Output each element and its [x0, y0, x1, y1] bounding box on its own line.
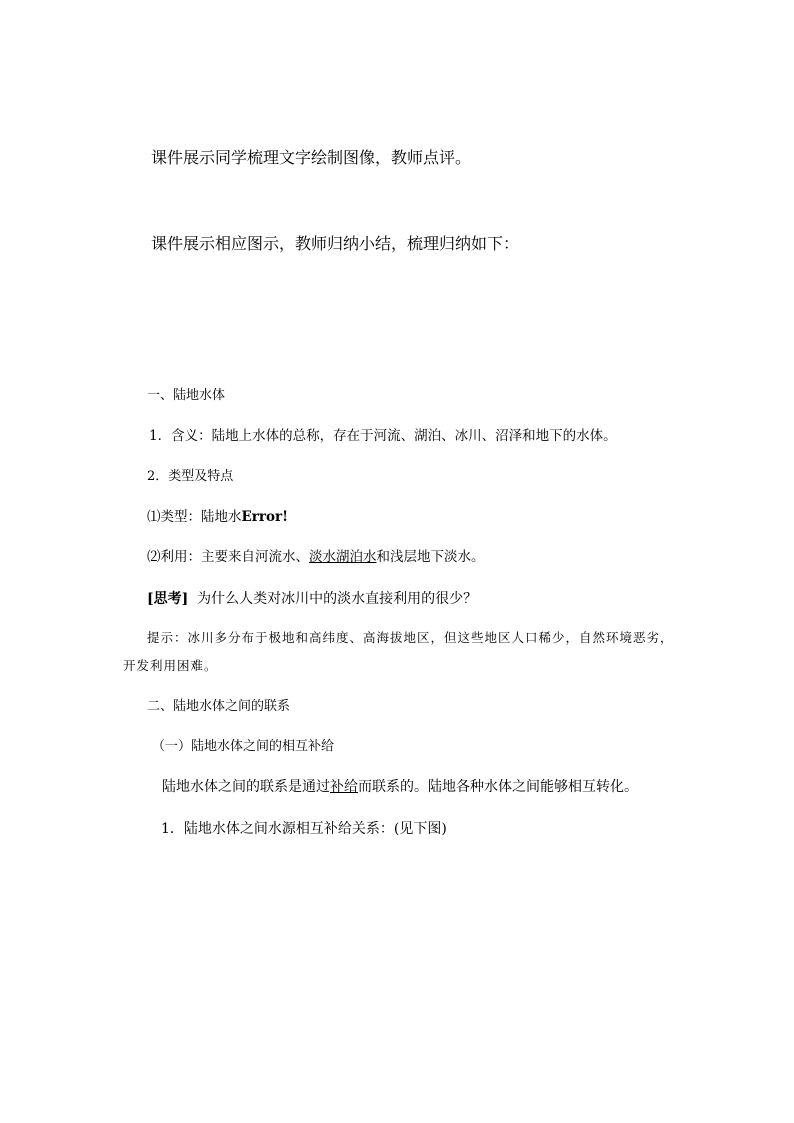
paragraph-courseware-drawing: 课件展示同学梳理文字绘制图像，教师点评。: [151, 148, 472, 167]
subsection-title-mutual-recharge: （一）陆地水体之间的相互补给: [152, 739, 335, 754]
underlined-recharge: 补给: [330, 779, 358, 795]
underlined-freshwater-lake: 淡水湖泊水: [309, 549, 377, 565]
paragraph-recharge-suffix: 而联系的。陆地各种水体之间能够相互转化。: [358, 779, 638, 795]
hint-line-2: 开发利用困难。: [123, 658, 218, 673]
error-text: Error!: [241, 509, 289, 525]
think-tag: [思考]: [147, 591, 189, 607]
item-definition: 1．含义：陆地上水体的总称，存在于河流、湖泊、冰川、沼泽和地下的水体。: [149, 428, 617, 444]
section-title-land-water: 一、陆地水体: [147, 388, 226, 403]
sub-item-types: [147, 511, 288, 525]
paragraph-recharge-prefix: 陆地水体之间的联系是通过: [162, 779, 330, 795]
think-question-text: 为什么人类对冰川中的淡水直接利用的很少？: [197, 591, 478, 607]
item-types-features: 2．类型及特点: [147, 469, 234, 484]
paragraph-recharge: [162, 780, 638, 794]
section-title-connections: 二、陆地水体之间的联系: [147, 699, 291, 714]
sub-item-usage-suffix: 和浅层地下淡水。: [376, 549, 485, 565]
sub-item-usage-prefix: ⑵利用：主要来自河流水、: [147, 549, 309, 565]
item-recharge-relationship: 1．陆地水体之间水源相互补给关系：(见下图): [161, 821, 447, 837]
think-question: [147, 592, 477, 606]
paragraph-courseware-summary: 课件展示相应图示，教师归纳小结，梳理归纳如下：: [151, 234, 520, 253]
hint-line-1: 提示：冰川多分布于极地和高纬度、高海拔地区，但这些地区人口稀少，自然环境恶劣，: [147, 630, 674, 645]
sub-item-types-label: ⑴类型：陆地水: [147, 509, 242, 525]
sub-item-usage: [147, 551, 485, 565]
